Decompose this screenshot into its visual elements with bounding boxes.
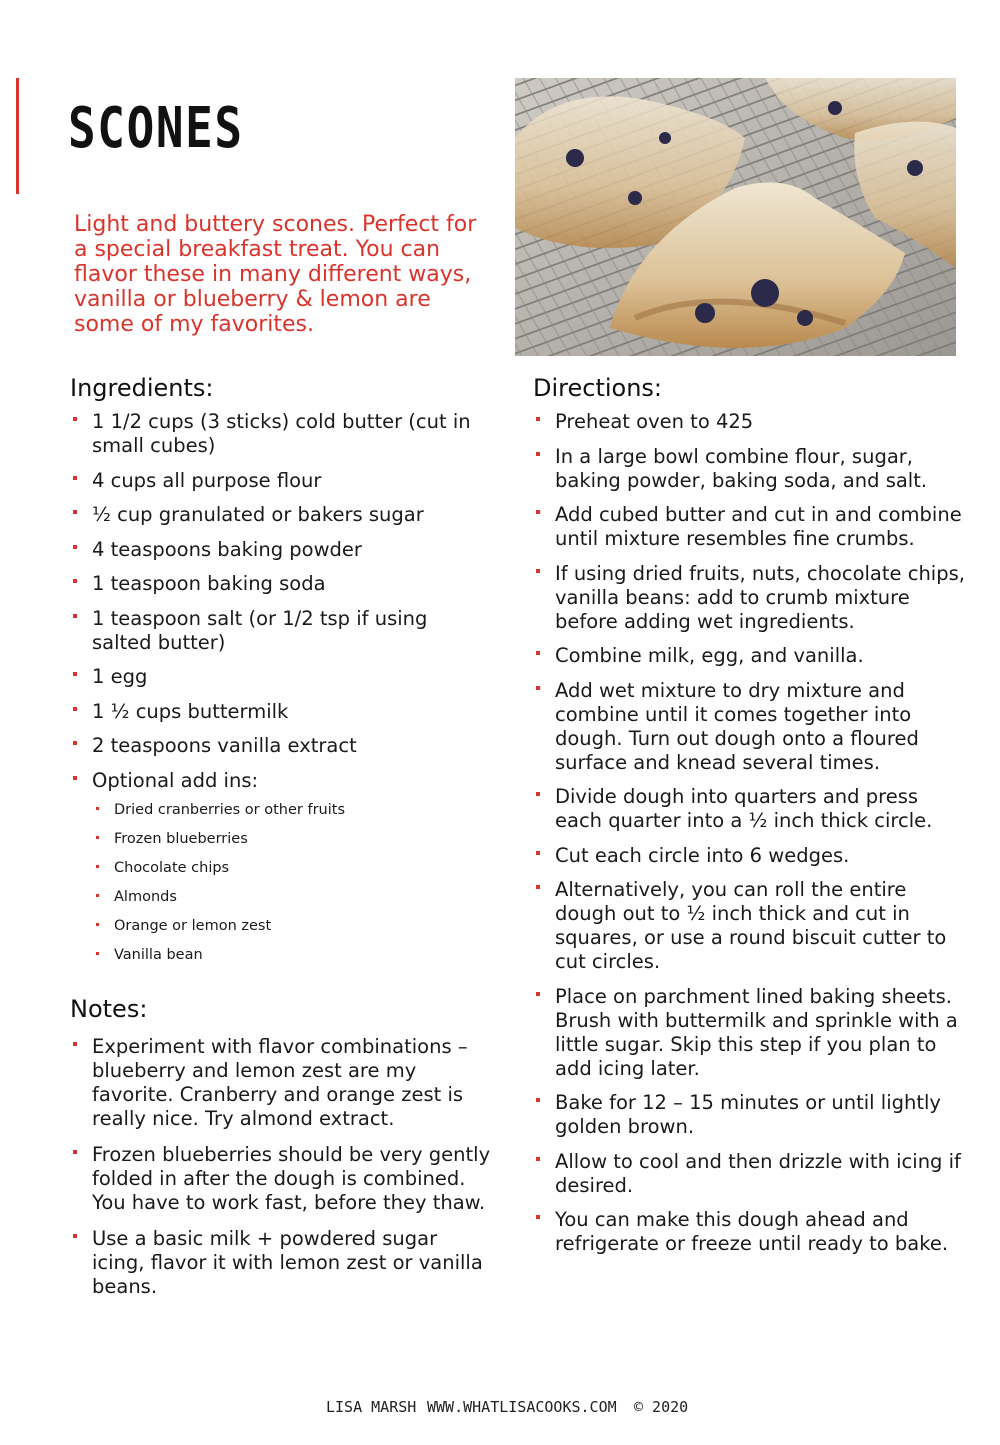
list-item: 1 ½ cups buttermilk xyxy=(92,700,492,724)
list-item: Orange or lemon zest xyxy=(114,917,492,935)
list-item: Preheat oven to 425 xyxy=(555,410,965,434)
notes-list xyxy=(92,1035,492,1311)
list-item: You can make this dough ahead and refrigerate or freeze until ready to bake. xyxy=(555,1208,965,1256)
list-item: In a large bowl combine flour, sugar, baking powder, baking soda, and salt. xyxy=(555,445,965,493)
list-item: 1 1/2 cups (3 sticks) cold butter (cut in small cubes) xyxy=(92,410,492,458)
list-item: Frozen blueberries xyxy=(114,830,492,848)
list-item: Chocolate chips xyxy=(114,859,492,877)
footer-author: LISA MARSH xyxy=(326,1398,417,1416)
page-title: SCONES xyxy=(68,96,244,161)
list-item: Use a basic milk + powdered sugar icing, flavor it with lemon zest or vanilla beans. xyxy=(92,1227,492,1299)
list-item: 1 teaspoon baking soda xyxy=(92,572,492,596)
directions-list xyxy=(555,410,965,1267)
optional-add-ins-list xyxy=(114,801,492,964)
ingredients-list xyxy=(92,410,492,975)
list-item: Frozen blueberries should be very gently folded in after the dough is combined. You have to work fast, before they thaw. xyxy=(92,1143,491,1214)
footer-copyright: © 2020 xyxy=(634,1398,689,1416)
list-item: 1 egg xyxy=(92,665,492,689)
list-item: Vanilla bean xyxy=(114,946,492,964)
list-item: Combine milk, egg, and vanilla. xyxy=(555,644,965,668)
optional-add-ins-group xyxy=(92,801,492,964)
list-item: Experiment with flavor combinations – blueberry and lemon zest are my favorite. Cranberry and orange zest is really nice. Try almond extract. xyxy=(92,1035,492,1131)
scones-photo xyxy=(515,78,956,356)
list-item: Divide dough into quarters and press each quarter into a ½ inch thick circle. xyxy=(555,785,965,833)
list-item: 2 teaspoons vanilla extract xyxy=(92,734,492,758)
optional-add-ins-label: Optional add ins: xyxy=(92,769,492,793)
list-item: Add cubed butter and cut in and combine until mixture resembles fine crumbs. xyxy=(555,503,965,551)
intro-text: Light and buttery scones. Perfect for a special breakfast treat. You can flavor these in many different ways, vanilla or blueberry & lemon are some of my favorites. xyxy=(74,212,477,337)
directions-heading: Directions: xyxy=(533,374,663,402)
list-item: Cut each circle into 6 wedges. xyxy=(555,844,965,868)
list-item: Allow to cool and then drizzle with icing if desired. xyxy=(555,1150,965,1198)
list-item: 1 teaspoon salt (or 1/2 tsp if using salted butter) xyxy=(92,607,492,655)
blueberry-scones-photo-icon xyxy=(515,78,956,356)
list-item: Alternatively, you can roll the entire dough out to ½ inch thick and cut in squares, or use a round biscuit cutter to cut circles. xyxy=(555,878,965,974)
list-item: 4 teaspoons baking powder xyxy=(92,538,492,562)
list-item: If using dried fruits, nuts, chocolate chips, vanilla beans: add to crumb mixture before adding wet ingredients. xyxy=(555,561,965,633)
footer-website[interactable]: WWW.WHATLISACOOKS.COM xyxy=(427,1398,617,1416)
accent-bar xyxy=(16,78,19,194)
list-item: Almonds xyxy=(114,888,492,906)
list-item: Bake for 12 – 15 minutes or until lightly golden brown. xyxy=(555,1091,965,1139)
list-item: Dried cranberries or other fruits xyxy=(114,801,492,819)
footer xyxy=(0,1398,1000,1418)
list-item: Add wet mixture to dry mixture and combine until it comes together into dough. Turn out dough onto a floured surface and knead several times. xyxy=(555,679,965,775)
list-item: ½ cup granulated or bakers sugar xyxy=(92,503,492,527)
ingredients-heading: Ingredients: xyxy=(70,374,214,402)
list-item: Place on parchment lined baking sheets. Brush with buttermilk and sprinkle with a little sugar. Skip this step if you plan to add icing later. xyxy=(555,985,965,1081)
list-item: 4 cups all purpose flour xyxy=(92,469,492,493)
notes-heading: Notes: xyxy=(70,995,148,1023)
